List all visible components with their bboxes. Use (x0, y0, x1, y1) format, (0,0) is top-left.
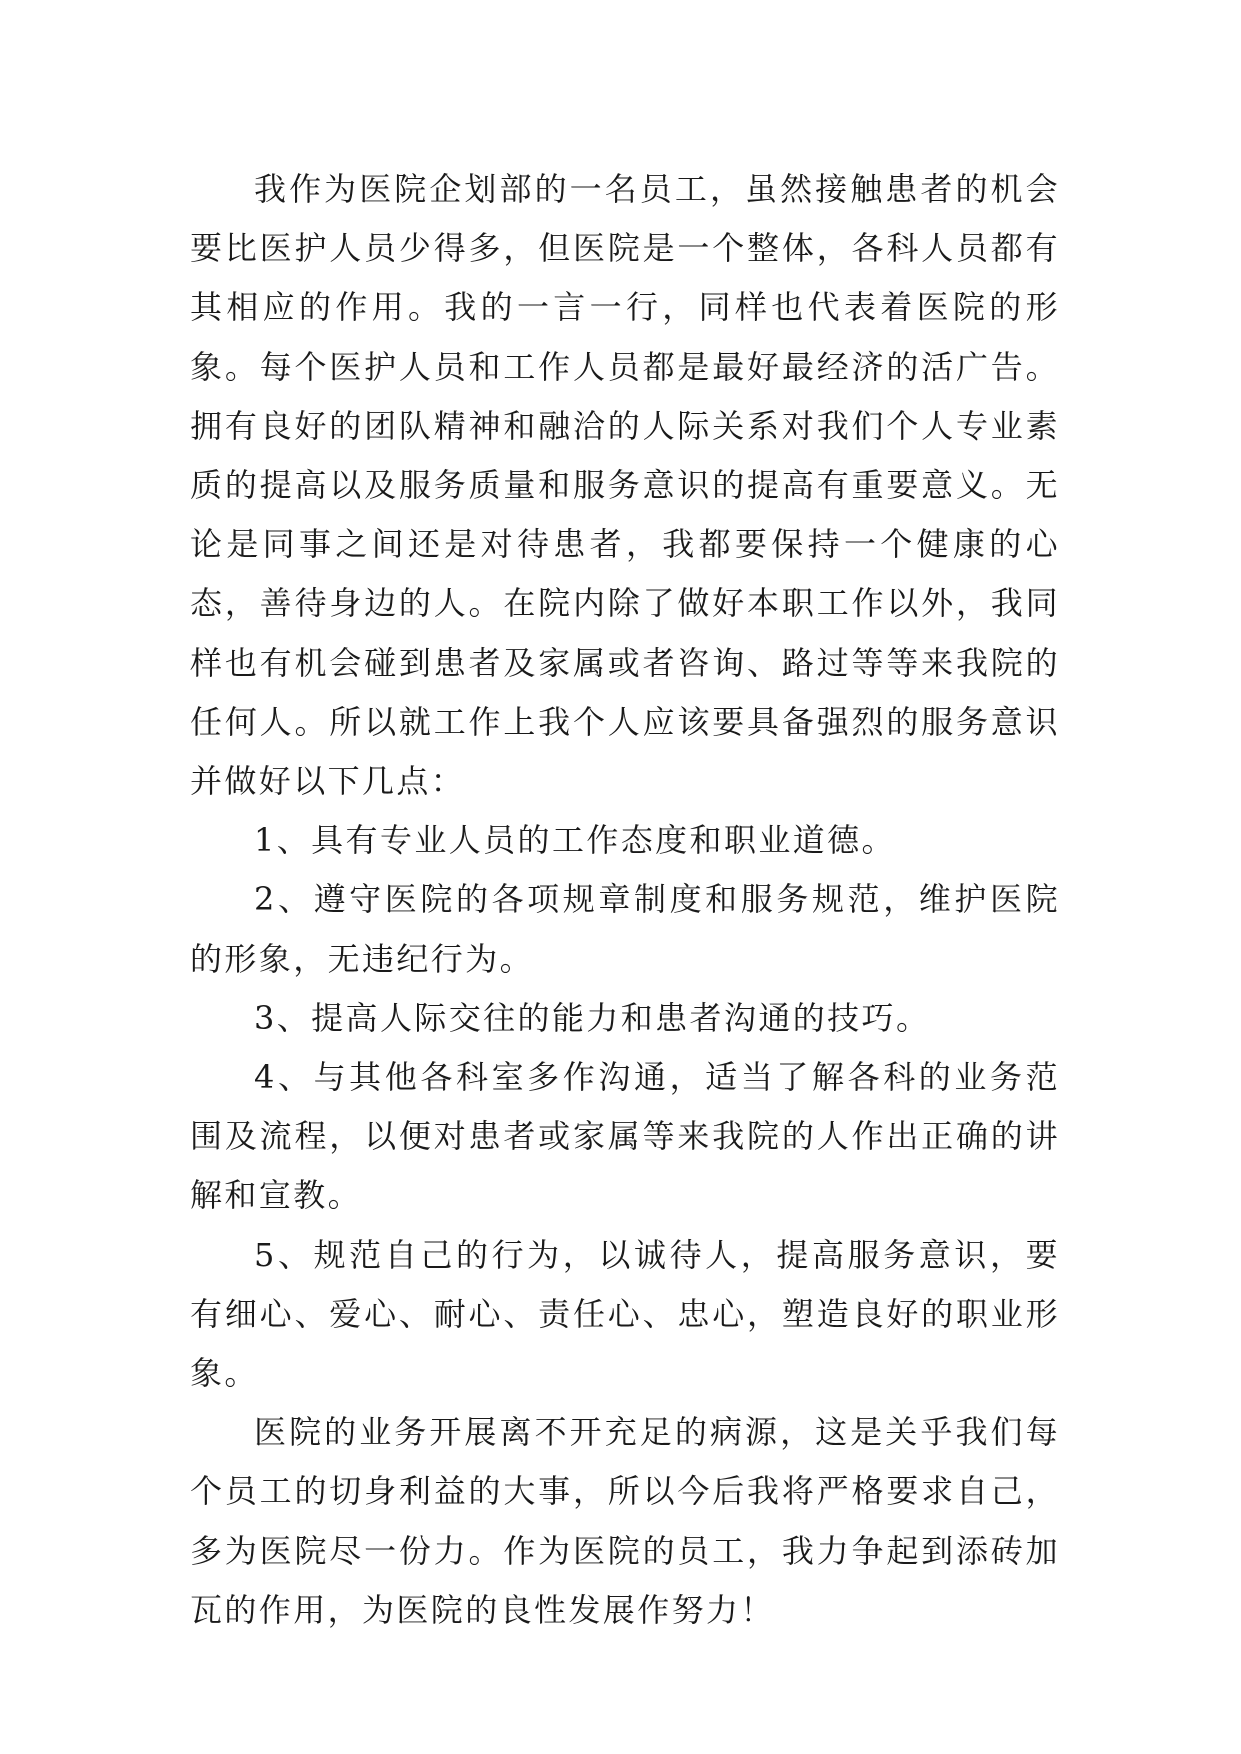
paragraph-point-2: 2、遵守医院的各项规章制度和服务规范，维护医院的形象，无违纪行为。 (190, 880, 1060, 978)
paragraph-conclusion: 医院的业务开展离不开充足的病源，这是关乎我们每个员工的切身利益的大事，所以今后我将严格要求自己，多为医院尽一份力。作为医院的员工，我力争起到添砖加瓦的作用，为医院的良性发展作努力！ (190, 1413, 1060, 1629)
paragraph-point-1: 1、具有专业人员的工作态度和职业道德。 (254, 821, 896, 860)
paragraph-point-4: 4、与其他各科室多作沟通，适当了解各科的业务范围及流程，以便对患者或家属等来我院的人作出正确的讲解和宣教。 (190, 1058, 1060, 1215)
document-body (190, 160, 1060, 1640)
paragraph-intro: 我作为医院企划部的一名员工，虽然接触患者的机会要比医护人员少得多，但医院是一个整体，各科人员都有其相应的作用。我的一言一行，同样也代表着医院的形象。每个医护人员和工作人员都是最好最经济的活广告。拥有良好的团队精神和融洽的人际关系对我们个人专业素质的提高以及服务质量和服务意识的提高有重要意义。无论是同事之间还是对待患者，我都要保持一个健康的心态，善待身边的人。在院内除了做好本职工作以外，我同样也有机会碰到患者及家属或者咨询、路过等等来我院的任何人。所以就工作上我个人应该要具备强烈的服务意识并做好以下几点： (190, 170, 1060, 801)
paragraph-point-3: 3、提高人际交往的能力和患者沟通的技巧。 (254, 998, 931, 1037)
paragraph-point-5: 5、规范自己的行为，以诚待人，提高服务意识，要有细心、爱心、耐心、责任心、忠心，塑造良好的职业形象。 (190, 1235, 1060, 1393)
